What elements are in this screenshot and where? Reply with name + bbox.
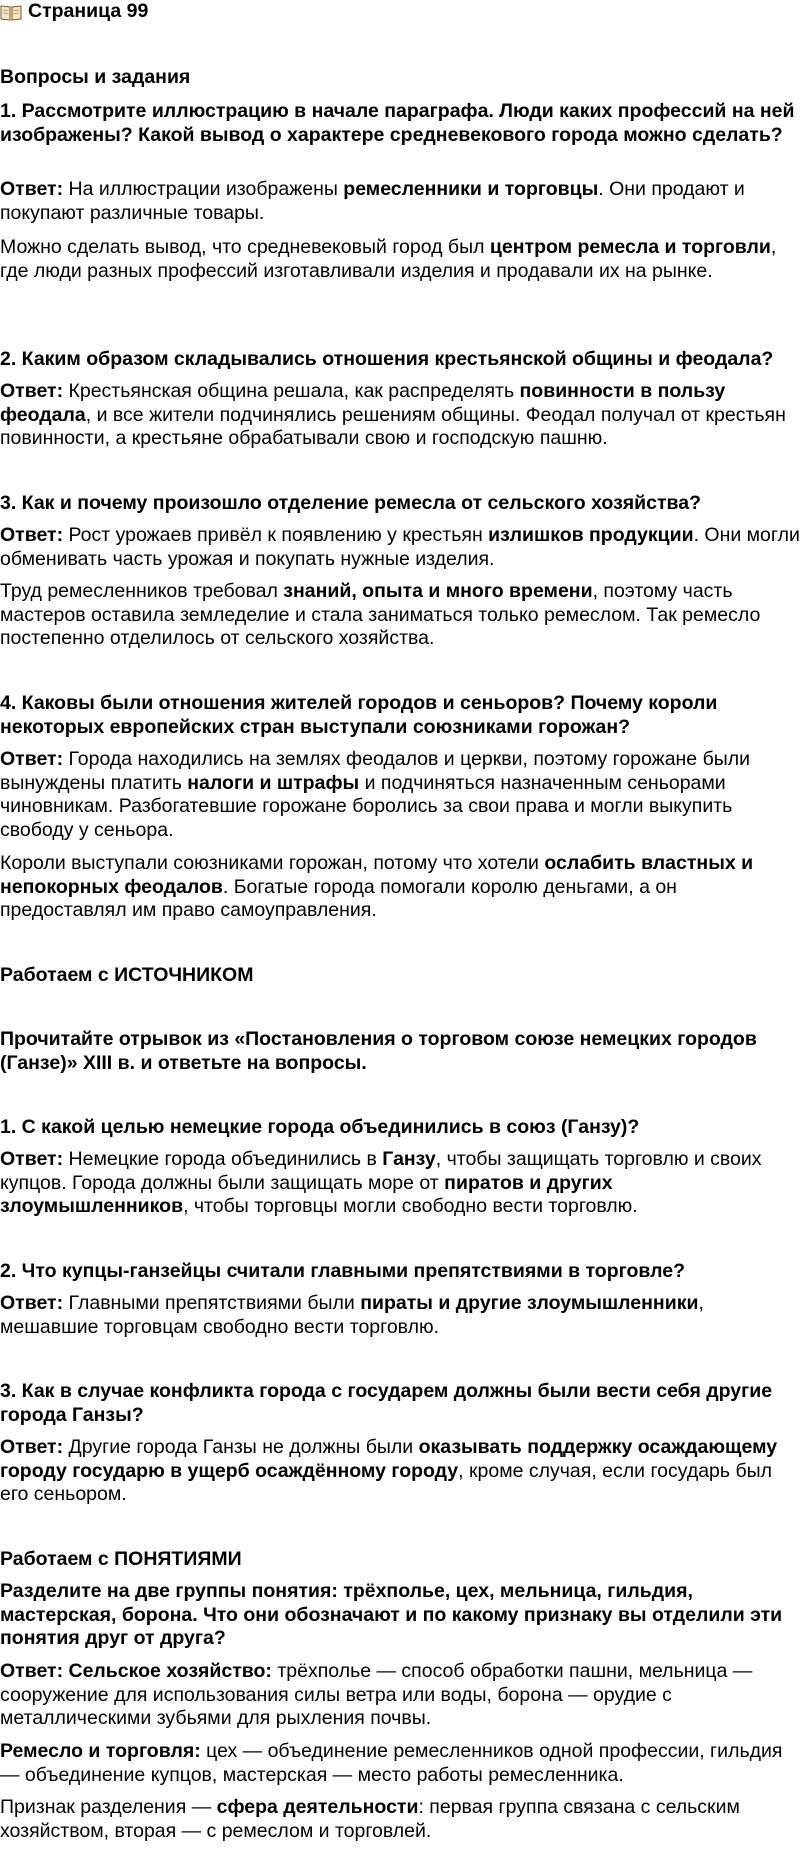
text-segment: Немецкие города объединились в	[63, 1148, 383, 1170]
bold-text: излишков продукции	[488, 524, 694, 546]
open-book-icon	[0, 3, 22, 21]
text-segment: , где люди разных профессий изготавливали изделия и продавали их на рынке.	[0, 236, 777, 282]
answer-paragraph	[0, 1660, 800, 1731]
bold-text: Ганзу	[382, 1148, 436, 1170]
text-segment: . Богатые города помогали королю деньгами, а он предоставлял им право самоуправления.	[0, 875, 677, 921]
bold-text: Ответ:	[0, 524, 64, 546]
bold-text: знаний, опыта и много времени	[283, 580, 593, 602]
bold-text: Ответ:	[0, 178, 64, 200]
answer-paragraph	[0, 178, 800, 225]
answer-paragraph	[0, 1148, 800, 1219]
bold-text: Ответ:	[0, 1148, 64, 1170]
bold-text: пиратов и других злоумышленников	[0, 1171, 613, 1217]
text-segment: На иллюстрации изображены	[63, 178, 344, 200]
bold-text: Ответ:	[0, 380, 64, 402]
text-segment: Можно сделать вывод, что средневековый город был	[0, 236, 490, 258]
bold-text: Работаем с ИСТОЧНИКОМ	[0, 964, 254, 986]
bold-text: 3. Как и почему произошло отделение ремесла от сельского хозяйства?	[0, 492, 702, 514]
text-segment: и подчиняться назначенным сеньорами чиновникам. Разбогатевшие горожане боролись за свои права и могли выкупить свободу у сеньора.	[0, 771, 733, 841]
bold-text: пираты и другие злоумышленники	[360, 1292, 699, 1314]
bold-text: сфера деятельности	[216, 1796, 419, 1818]
text-segment: Труд ремесленников требовал	[0, 580, 284, 602]
page-title: Страница 99	[28, 0, 149, 22]
text-segment: : первая группа связана с сельским хозяйством, вторая — с ремеслом и торговлей.	[0, 1796, 740, 1842]
text-segment: Крестьянская община решала, как распределять	[63, 380, 520, 402]
bold-text: налоги и штрафы	[187, 771, 360, 794]
bold-text: Разделите на две группы понятия: трёхполье, цех, мельница, гильдия, мастерская, борона. Что они обозначают и по какому признаку вы отделили эти понятия друг от друга?	[0, 1580, 783, 1649]
question-heading	[0, 1028, 800, 1075]
bold-text: 3. Как в случае конфликта города с государем должны были вести себя другие города Ганзы?	[0, 1380, 773, 1426]
page-title-row	[0, 0, 800, 24]
text-segment: , чтобы защищать торговлю и своих купцов. Города должны были защищать море от	[0, 1148, 762, 1194]
question-heading	[0, 1548, 800, 1572]
bold-text: Ответ:	[0, 748, 64, 770]
text-segment: Главными препятствиями были	[63, 1292, 361, 1314]
question-heading	[0, 692, 800, 739]
bold-text: 4. Каковы были отношения жителей городов и сеньоров? Почему короли некоторых европейских стран выступали союзниками горожан?	[0, 692, 718, 738]
question-heading	[0, 492, 800, 516]
text-segment: , мешавшие торговцам свободно вести торговлю.	[0, 1292, 704, 1338]
bold-text: ослабить властных и непокорных феодалов	[0, 852, 754, 898]
bold-text: Ответ: Сельское хозяйство:	[0, 1660, 272, 1682]
answer-paragraph	[0, 1740, 800, 1787]
question-heading	[0, 1380, 800, 1427]
answer-paragraph	[0, 1796, 800, 1843]
text-segment: Рост урожаев привёл к появлению у крестьян	[63, 524, 489, 546]
question-heading	[0, 1116, 800, 1140]
answer-paragraph	[0, 1292, 800, 1339]
question-heading	[0, 100, 800, 147]
bold-text: Вопросы и задания	[0, 66, 191, 88]
bold-text: Ремесло и торговля:	[0, 1740, 201, 1762]
answer-paragraph	[0, 380, 800, 451]
text-segment: Короли выступали союзниками горожан, потому что хотели	[0, 852, 545, 874]
answer-paragraph	[0, 1436, 800, 1507]
bold-text: оказывать поддержку осаждающему городу государю в ущерб осаждённому городу	[0, 1436, 778, 1482]
question-heading	[0, 1580, 800, 1651]
text-segment: , кроме случая, если государь был его сеньором.	[0, 1459, 773, 1505]
text-segment: Другие города Ганзы не должны были	[63, 1436, 419, 1458]
text-segment: Города находились на землях феодалов и церкви, поэтому горожане были вынуждены платить	[0, 748, 751, 794]
bold-text: ремесленники и торговцы	[343, 178, 599, 200]
text-segment: цех — объединение ремесленников одной профессии, гильдия — объединение купцов, мастерская — место работы ремесленника.	[0, 1740, 783, 1786]
bold-text: 1. Рассмотрите иллюстрацию в начале параграфа. Люди каких профессий на ней изображены? Какой вывод о характере средневекового города можно сделать?	[0, 100, 795, 146]
question-heading	[0, 348, 800, 372]
question-heading	[0, 1260, 800, 1284]
bold-text: центром ремесла и торговли	[489, 236, 771, 258]
question-heading	[0, 964, 800, 988]
text-segment: , чтобы торговцы могли свободно вести торговлю.	[183, 1195, 638, 1217]
answer-paragraph	[0, 852, 800, 923]
bold-text: 2. Каким образом складывались отношения крестьянской общины и феодала?	[0, 348, 774, 370]
bold-text: Ответ:	[0, 1436, 64, 1458]
text-segment: . Они могли обменивать часть урожая и покупать нужные изделия.	[0, 524, 800, 570]
bold-text: Ответ:	[0, 1292, 64, 1314]
answer-paragraph	[0, 236, 800, 283]
answer-paragraph	[0, 580, 800, 651]
answer-paragraph	[0, 748, 800, 842]
bold-text: повинности в пользу феодала	[0, 380, 726, 426]
question-heading	[0, 66, 800, 90]
bold-text: Работаем с ПОНЯТИЯМИ	[0, 1548, 242, 1570]
text-segment: Признак разделения —	[0, 1796, 217, 1818]
answer-paragraph	[0, 524, 800, 571]
bold-text: 2. Что купцы-ганзейцы считали главными препятствиями в торговле?	[0, 1260, 686, 1282]
text-segment: трёхполье — способ обработки пашни, мельница — сооружение для использования силы ветра или воды, борона — орудие с металлическими зубьями для рыхления почвы.	[0, 1660, 753, 1729]
text-segment: . Они продают и покупают различные товары.	[0, 178, 745, 224]
bold-text: 1. С какой целью немецкие города объединились в союз (Ганзу)?	[0, 1116, 640, 1138]
text-segment: , и все жители подчинялись решениям общины. Феодал получал от крестьян повинности, а крестьяне обрабатывали свою и господскую пашню.	[0, 403, 786, 449]
bold-text: Прочитайте отрывок из «Постановления о торговом союзе немецких городов (Ганзе)» XIII в. и ответьте на вопросы.	[0, 1028, 757, 1074]
text-segment: , поэтому часть мастеров оставила земледелие и стала заниматься только ремеслом. Так ремесло постепенно отделилось от сельского хозяйства.	[0, 580, 761, 649]
